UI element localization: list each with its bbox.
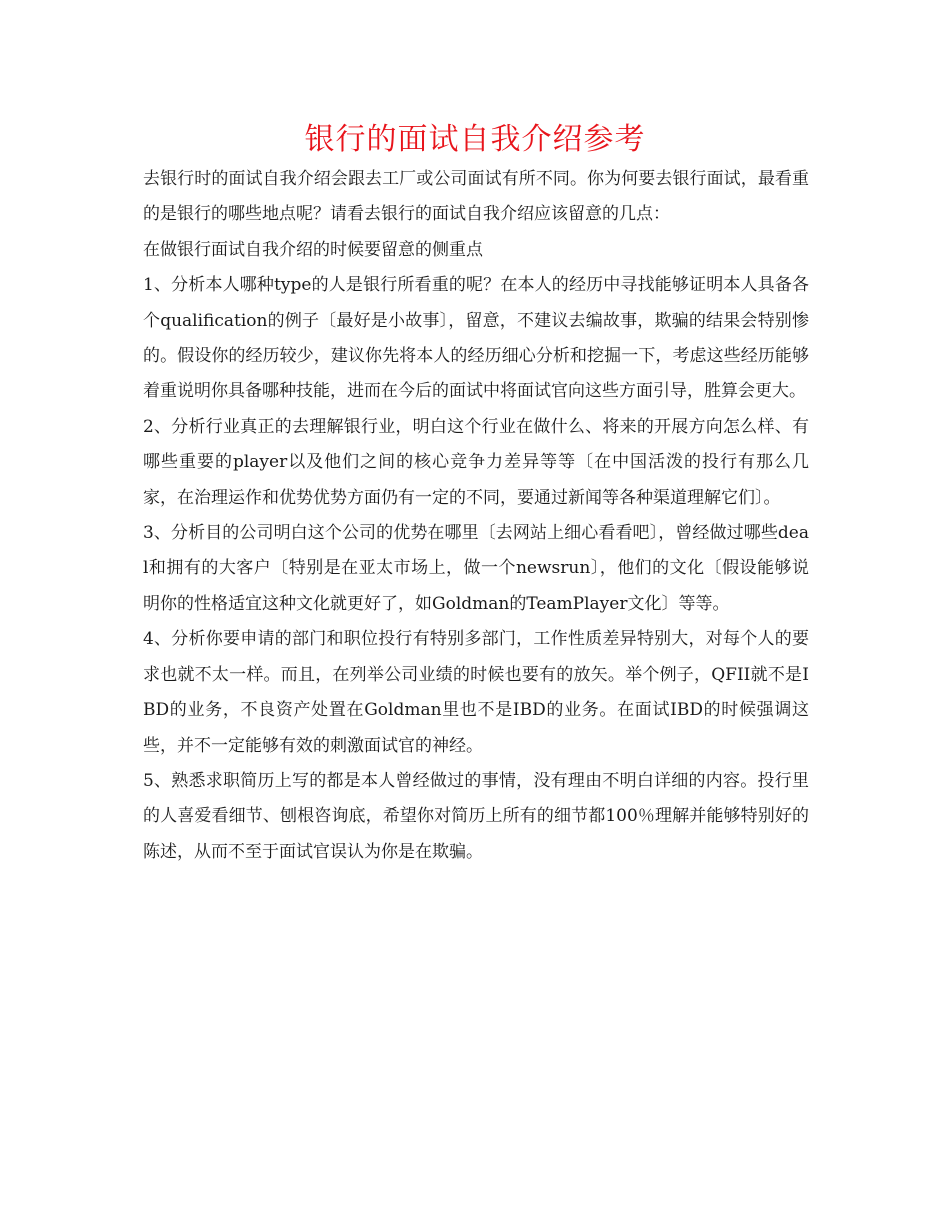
point-5-paragraph: 5、熟悉求职简历上写的都是本人曾经做过的事情，没有理由不明白详细的内容。投行里的人喜爱看细节、刨根咨询底，希望你对简历上所有的细节都100％理解并能够特别好的陈述，从而不至于面试官误认为你是在欺骗。 xyxy=(143,770,809,862)
intro-paragraph: 去银行时的面试自我介绍会跟去工厂或公司面试有所不同。你为何要去银行面试，最看重的是银行的哪些地点呢？请看去银行的面试自我介绍应该留意的几点： xyxy=(143,169,809,225)
document-body xyxy=(143,162,809,870)
document-title: 银行的面试自我介绍参考 xyxy=(304,122,646,157)
point-2-paragraph: 2、分析行业真正的去理解银行业，明白这个行业在做什么、将来的开展方向怎么样、有哪些重要的player以及他们之间的核心竞争力差异等等〔在中国活泼的投行有那么几家，在治理运作和优势优势方面仍有一定的不同，要通过新闻等各种渠道理解它们〕。 xyxy=(143,416,809,508)
point-3-paragraph: 3、分析目的公司明白这个公司的优势在哪里〔去网站上细心看看吧〕，曾经做过哪些deal和拥有的大客户〔特别是在亚太市场上，做一个newsrun〕，他们的文化〔假设能够说明你的性格适宜这种文化就更好了，如Goldman的TeamPlayer文化〕等等。 xyxy=(143,523,809,614)
section-heading: 在做银行面试自我介绍的时候要留意的侧重点 xyxy=(143,239,483,260)
point-1-paragraph: 1、分析本人哪种type的人是银行所看重的呢？在本人的经历中寻找能够证明本人具备各个qualification的例子〔最好是小故事〕，留意，不建议去编故事，欺骗的结果会特别惨的。假设你的经历较少，建议你先将本人的经历细心分析和挖掘一下，考虑这些经历能够着重说明你具备哪种技能，进而在今后的面试中将面试官向这些方面引导，胜算会更大。 xyxy=(143,275,809,402)
point-4-paragraph: 4、分析你要申请的部门和职位投行有特别多部门，工作性质差异特别大，对每个人的要求也就不太一样。而且，在列举公司业绩的时候也要有的放矢。举个例子，QFII就不是IBD的业务，不良资产处置在Goldman里也不是IBD的业务。在面试IBD的时候强调这些，并不一定能够有效的刺激面试官的神经。 xyxy=(143,629,809,756)
